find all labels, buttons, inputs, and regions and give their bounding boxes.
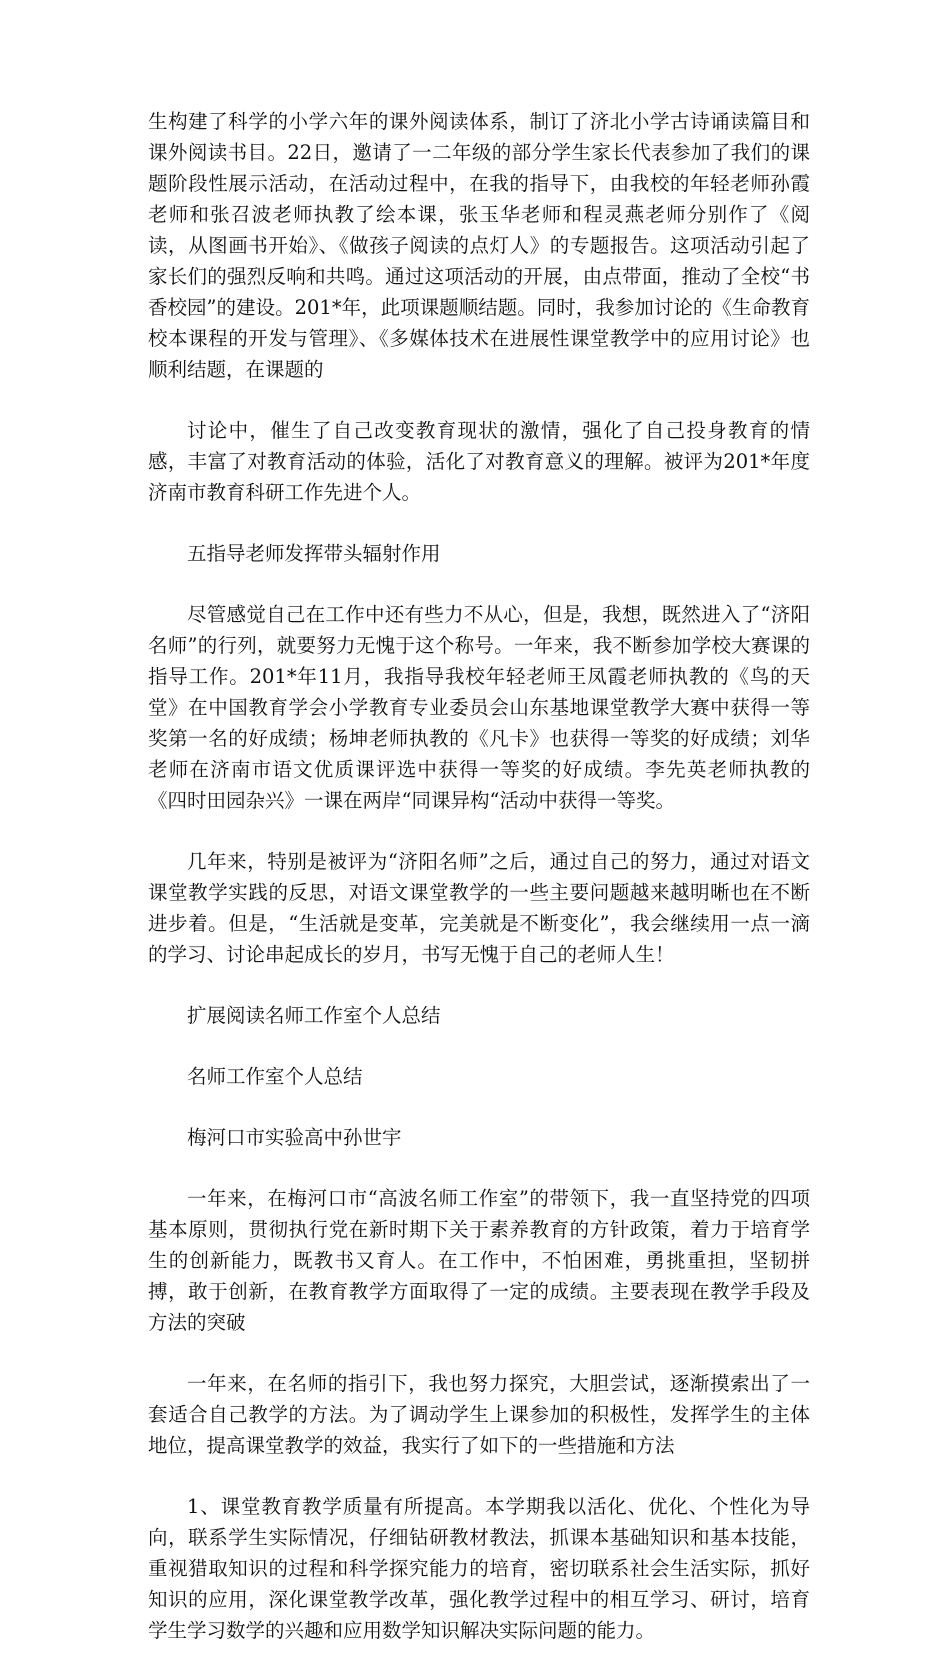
paragraph-6: 一年来，在名师的指引下，我也努力探究，大胆尝试，逐渐摸索出了一套适合自己教学的方法。为了调动学生上课参加的积极性，发挥学生的主体地位，提高课堂教学的效益，我实行了如下的一些措施和方法 (148, 1372, 810, 1457)
paragraph-4: 几年来，特别是被评为“济阳名师”之后，通过自己的努力，通过对语文课堂教学实践的反思，对语文课堂教学的一些主要问题越来越明晰也在不断进步着。但是，“生活就是变革，完美就是不断变化”，我会继续用一点一滴的学习、讨论串起成长的岁月，书写无愧于自己的老师人生！ (148, 850, 810, 966)
section-heading-mentor: 五指导老师发挥带头辐射作用 (187, 542, 441, 565)
summary-title: 名师工作室个人总结 (187, 1065, 363, 1088)
paragraph-1: 生构建了科学的小学六年的课外阅读体系，制订了济北小学古诗诵读篇目和课外阅读书目。22日，邀请了一二年级的部分学生家长代表参加了我们的课题阶段性展示活动，在活动过程中，在我的指导下，由我校的年轻老师孙霞老师和张召波老师执教了绘本课，张玉华老师和程灵燕老师分别作了《阅读，从图画书开始》、《做孩子阅读的点灯人》的专题报告。这项活动引起了家长们的强烈反响和共鸣。通过这项活动的开展，由点带面，推动了全校“书香校园”的建设。201*年，此项课题顺结题。同时，我参加讨论的《生命教育校本课程的开发与管理》、《多媒体技术在进展性课堂教学中的应用讨论》也顺利结题，在课题的 (148, 110, 810, 381)
paragraph-2: 讨论中，催生了自己改变教育现状的激情，强化了自己投身教育的情感，丰富了对教育活动的体验，活化了对教育意义的理解。被评为201*年度济南市教育科研工作先进个人。 (148, 419, 810, 504)
extended-reading-heading: 扩展阅读名师工作室个人总结 (187, 1004, 441, 1027)
paragraph-5: 一年来，在梅河口市“高波名师工作室”的带领下，我一直坚持党的四项基本原则，贯彻执行党在新时期下关于素养教育的方针政策，着力于培育学生的创新能力，既教书又育人。在工作中，不怕困难，勇挑重担，坚韧拼搏，敢于创新，在教育教学方面取得了一定的成绩。主要表现在教学手段及方法的突破 (148, 1187, 810, 1334)
author-line: 梅河口市实验高中孙世宇 (187, 1126, 402, 1149)
document-body (148, 106, 810, 1676)
paragraph-7: 1、课堂教育教学质量有所提高。本学期我以活化、优化、个性化为导向，联系学生实际情况，仔细钻研教材教法，抓课本基础知识和基本技能，重视猎取知识的过程和科学探究能力的培育，密切联系社会生活实际，抓好知识的应用，深化课堂教学改革，强化教学过程中的相互学习、研讨，培育学生学习数学的兴趣和应用数学知识解决实际问题的能力。 (148, 1495, 810, 1642)
paragraph-3: 尽管感觉自己在工作中还有些力不从心，但是，我想，既然进入了“济阳名师”的行列，就要努力无愧于这个称号。一年来，我不断参加学校大赛课的指导工作。201*年11月，我指导我校年轻老师王凤霞老师执教的《鸟的天堂》在中国教育学会小学教育专业委员会山东基地课堂教学大赛中获得一等奖第一名的好成绩；杨坤老师执教的《凡卡》也获得一等奖的好成绩；刘华老师在济南市语文优质课评选中获得一等奖的好成绩。李先英老师执教的《四时田园杂兴》一课在两岸“同课异构“活动中获得一等奖。 (148, 603, 810, 812)
